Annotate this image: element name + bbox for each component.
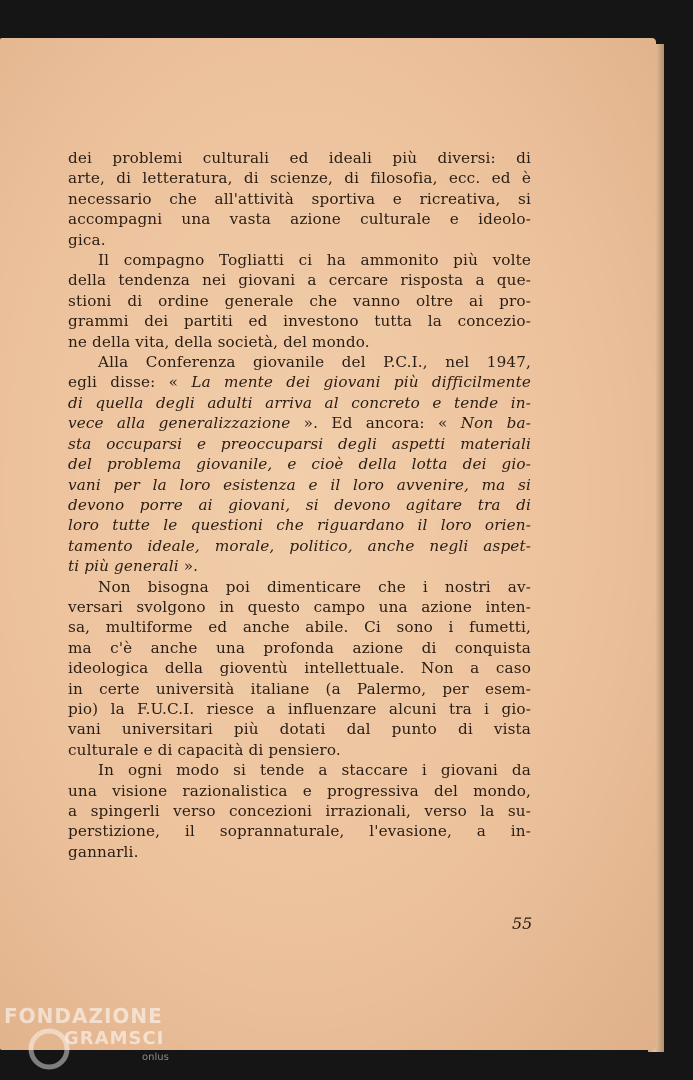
quote-fragment: ti più generali bbox=[68, 557, 179, 576]
text-line bbox=[68, 372, 531, 392]
body-text bbox=[68, 148, 531, 862]
text-line: accompagni una vasta azione culturale e ideolo- bbox=[68, 210, 531, 229]
quote-line: vani per la loro esistenza e il loro avvenire, ma si bbox=[68, 475, 531, 494]
text-line bbox=[68, 413, 531, 433]
text-line: vani universitari più dotati dal punto di vista bbox=[68, 720, 531, 739]
text-line: grammi dei partiti ed investono tutta la concezio- bbox=[68, 312, 531, 331]
text-line: una visione razionalistica e progressiva del mondo, bbox=[68, 781, 531, 800]
text-fragment: egli disse: « bbox=[68, 373, 179, 392]
text-line: gica. bbox=[68, 230, 106, 249]
text-line: a spingerli verso concezioni irrazionali, verso la su- bbox=[68, 802, 531, 820]
text-line: culturale e di capacità di pensiero. bbox=[68, 740, 341, 759]
quote-line: di quella degli adulti arriva al concreto e tende in- bbox=[68, 393, 531, 412]
text-line: della tendenza nei giovani a cercare risposta a que- bbox=[68, 271, 531, 290]
text-line bbox=[68, 556, 531, 576]
text-line: pio) la F.U.C.I. riesce a influenzare alcuni tra i gio- bbox=[68, 699, 531, 718]
quote-line: tamento ideale, morale, politico, anche negli aspet- bbox=[68, 536, 531, 555]
quote-line: loro tutte le questioni che riguardano il loro orien- bbox=[68, 516, 531, 535]
text-line: necessario che all'attività sportiva e ricreativa, si bbox=[68, 189, 531, 208]
text-line: versari svolgono in questo campo una azione inten- bbox=[68, 597, 531, 616]
text-line: Il compagno Togliatti ci ha ammonito più volte bbox=[98, 251, 531, 270]
text-line: Alla Conferenza giovanile del P.C.I., nel 1947, bbox=[98, 353, 531, 372]
watermark-subtitle: GRAMSCI bbox=[64, 1028, 165, 1049]
quote-fragment: Non ba- bbox=[460, 414, 531, 433]
watermark-tag: onlus bbox=[142, 1052, 169, 1063]
text-line: gannarli. bbox=[68, 842, 139, 861]
watermark bbox=[4, 1002, 204, 1078]
text-line: arte, di letteratura, di scienze, di filosofia, ecc. ed è bbox=[68, 169, 531, 188]
watermark-title: FONDAZIONE bbox=[4, 1004, 163, 1028]
text-line: stioni di ordine generale che vanno oltre ai pro- bbox=[68, 291, 531, 310]
text-line: perstizione, il soprannaturale, l'evasione, a in- bbox=[68, 822, 531, 841]
text-line: ne della vita, della società, del mondo. bbox=[68, 332, 370, 351]
text-line: In ogni modo si tende a staccare i giovani da bbox=[98, 761, 531, 780]
text-fragment: ». Ed ancora: « bbox=[303, 414, 448, 433]
text-fragment: ». bbox=[183, 557, 199, 576]
text-line: in certe università italiane (a Palermo, per esem- bbox=[68, 679, 531, 698]
text-line: Non bisogna poi dimenticare che i nostri av- bbox=[98, 577, 531, 596]
quote-fragment: La mente dei giovani più difficilmente bbox=[191, 373, 531, 392]
page-number: 55 bbox=[512, 914, 533, 933]
text-line: dei problemi culturali ed ideali più diversi: di bbox=[68, 149, 531, 167]
text-line: sa, multiforme ed anche abile. Ci sono i fumetti, bbox=[68, 618, 531, 637]
quote-line: devono porre ai giovani, si devono agitare tra di bbox=[68, 495, 531, 514]
text-line: ma c'è anche una profonda azione di conquista bbox=[68, 638, 531, 657]
quote-fragment: vece alla generalizzazione bbox=[68, 414, 291, 433]
quote-line: del problema giovanile, e cioè della lotta dei gio- bbox=[68, 455, 531, 474]
text-line: ideologica della gioventù intellettuale. Non a caso bbox=[68, 659, 531, 678]
quote-line: sta occuparsi e preoccuparsi degli aspetti materiali bbox=[68, 434, 531, 453]
